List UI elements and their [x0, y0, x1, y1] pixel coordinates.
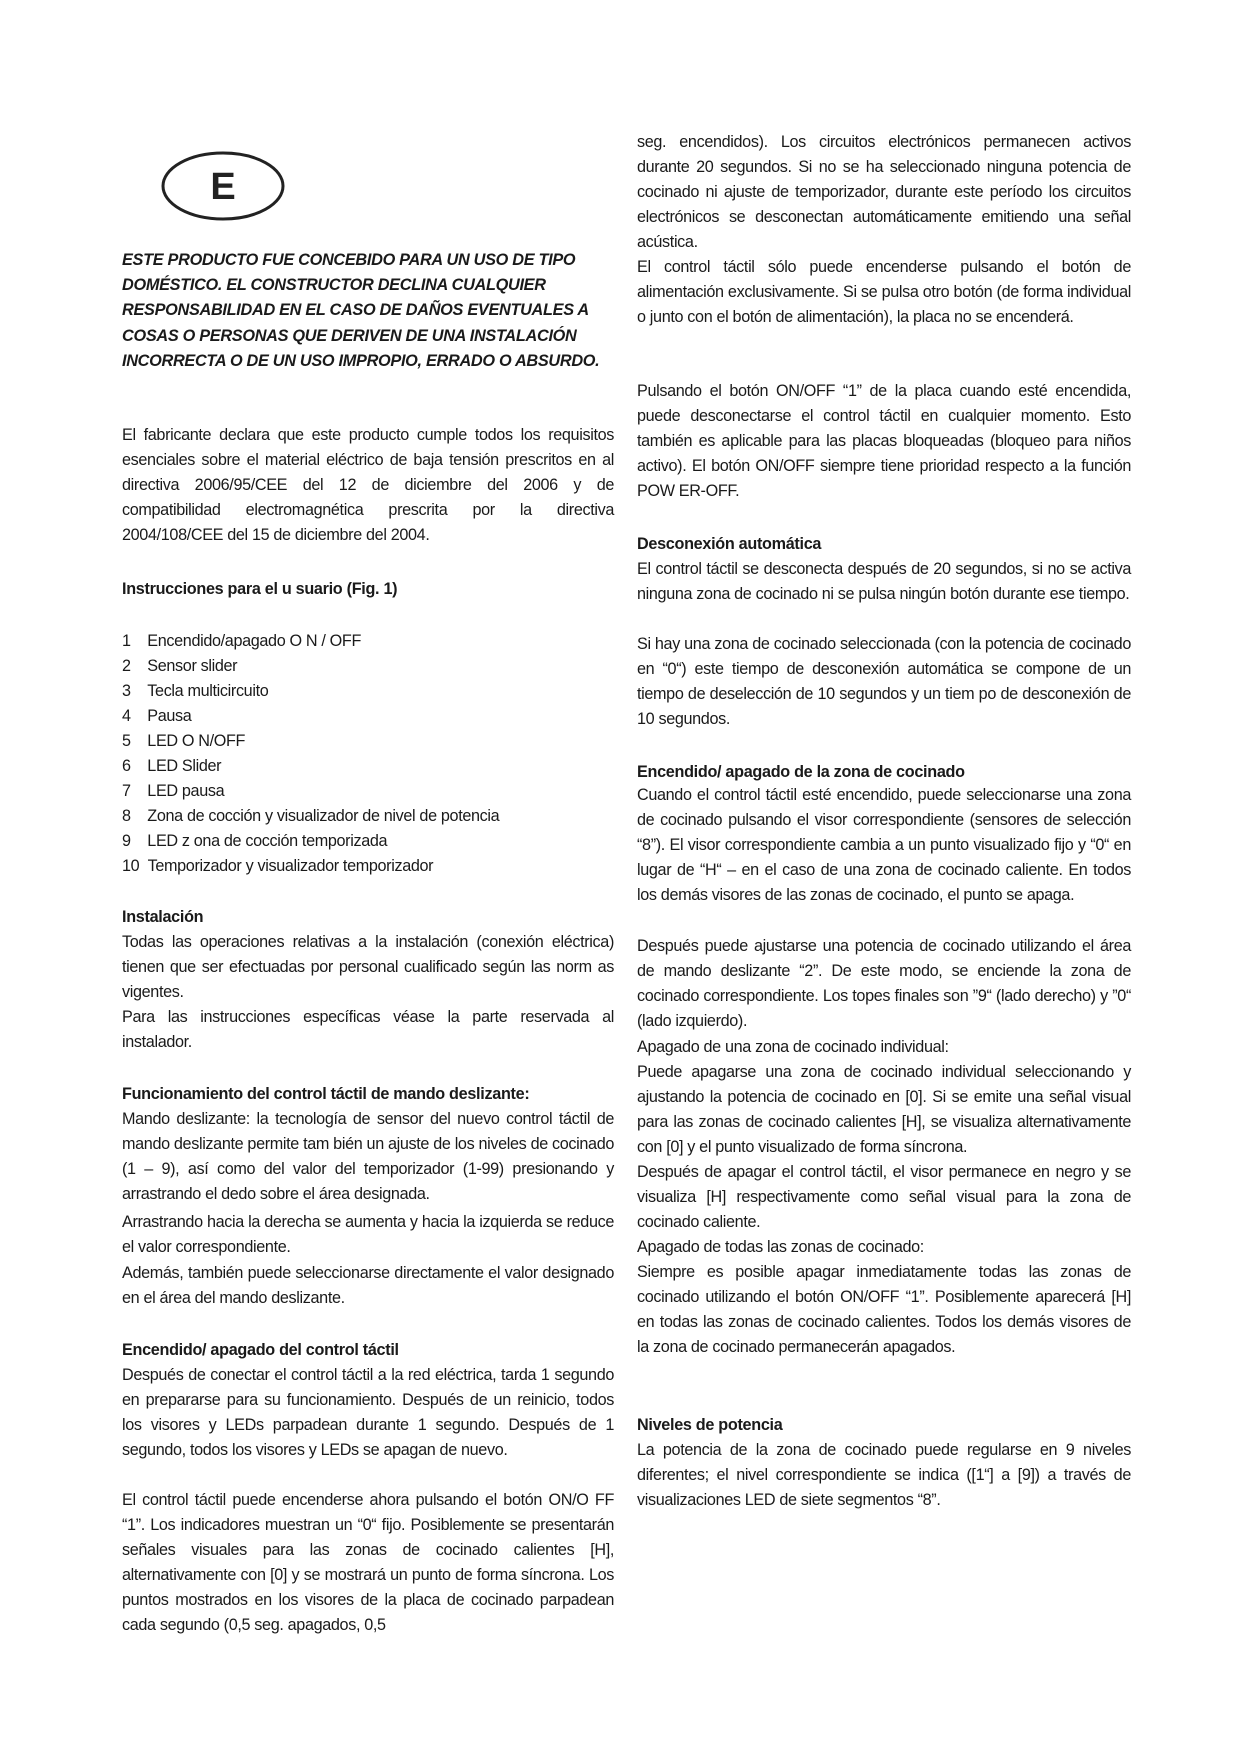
list-item: 7 LED pausa: [122, 782, 225, 800]
warning-notice: ESTE PRODUCTO FUE CONCEBIDO PARA UN USO DE TIPO DOMÉSTICO. EL CONSTRUCTOR DECLINA CUALQUIER RESPONSABILIDAD EN EL CASO DE DAÑOS EVENTUALES A COSAS O PERSONAS QUE DERIVEN DE UNA INSTALACIÓN INCORRECTA O DE UN USO IMPROPIO, ERRADO O ABSURDO.: [122, 251, 600, 370]
zone-paragraph-5: Después de apagar el control táctil, el visor permanece en negro y se visualiza [H] respectivamente como señal visual para la zona de cocinado caliente.: [637, 1163, 1131, 1231]
list-item: 8 Zona de cocción y visualizador de nivel de potencia: [122, 807, 500, 825]
list-item: 9 LED z ona de cocción temporizada: [122, 832, 388, 850]
list-item: 6 LED Slider: [122, 757, 222, 775]
logo-letter: E: [210, 166, 236, 208]
slider-paragraph-1: Mando deslizante: la tecnología de sensor del nuevo control táctil de mando deslizante permite tam bién un ajuste de los niveles de cocinado (1 – 9), así como del valor del temporizador (1-99) presionando y arrastrando el dedo sobre el área designada.: [122, 1110, 615, 1203]
zone-paragraph-3: Apagado de una zona de cocinado individual:: [637, 1038, 949, 1056]
auto-off-paragraph-2: Si hay una zona de cocinado seleccionada (con la potencia de cocinado en “0“) este tiempo de desconexión automática se compone de un tiempo de deselección de 10 segundos y un tiem po de desconexión de 10 segundos.: [637, 635, 1131, 728]
zone-heading: Encendido/ apagado de la zona de cocinado: [637, 763, 965, 781]
slider-heading: Funcionamiento del control táctil de mando deslizante:: [122, 1085, 530, 1103]
installation-paragraph: Todas las operaciones relativas a la instalación (conexión eléctrica) tienen que ser efectuadas por personal cualificado según las norm as vigentes.: [122, 933, 614, 1001]
declaration-paragraph: El fabricante declara que este producto cumple todos los requisitos esenciales sobre el material eléctrico de baja tensión prescritos en al directiva 2006/95/CEE del 12 de diciembre del 2006 y de compatibilidad electromagnética prescrita por la directiva 2004/108/CEE del 15 de diciembre del 2004.: [122, 426, 614, 544]
onoff-pressing-paragraph: Pulsando el botón ON/OFF “1” de la placa cuando esté encendida, puede desconectarse el control táctil en cualquier momento. Esto también es aplicable para las placas bloqueadas (bloqueo para niños activo). El botón ON/OFF siempre tiene prioridad respecto a la función POW ER-OFF.: [637, 382, 1131, 500]
onoff-heading: Encendido/ apagado del control táctil: [122, 1341, 399, 1359]
zone-paragraph-4: Puede apagarse una zona de cocinado individual seleccionando y ajustando la potencia de cocinado en [0]. Si se emite una señal visual para las zonas de cocinado calientes [H], se visualiza alternativamente con [0] y el punto visualizado de forma síncrona.: [637, 1063, 1131, 1156]
continuation-paragraph: seg. encendidos). Los circuitos electrónicos permanecen activos durante 20 segundos. Si no se ha seleccionado ninguna potencia de cocinado ni ajuste de temporizador, durante este período los circuitos electrónicos se desconectan automáticamente emitiendo una señal acústica.: [637, 133, 1131, 251]
power-levels-heading: Niveles de potencia: [637, 1416, 783, 1434]
list-item: 2 Sensor slider: [122, 657, 238, 675]
list-item: 10 Temporizador y visualizador temporizador: [122, 857, 434, 875]
list-item: 4 Pausa: [122, 707, 192, 725]
onoff-paragraph-1: Después de conectar el control táctil a la red eléctrica, tarda 1 segundo en prepararse para su funcionamiento. Después de un reinicio, todos los visores y LEDs parpadean durante 1 segundo. Después de 1 segundo, todos los visores y LEDs se apagan de nuevo.: [122, 1366, 614, 1459]
instructions-heading: Instrucciones para el u suario (Fig. 1): [122, 580, 398, 598]
installation-heading: Instalación: [122, 908, 204, 926]
zone-paragraph-6: Apagado de todas las zonas de cocinado:: [637, 1238, 924, 1256]
zone-paragraph-2: Después puede ajustarse una potencia de cocinado utilizando el área de mando deslizante “2”. De este modo, se enciende la zona de cocinado correspondiente. Los topes finales son ”9“ (lado derecho) y ”0“ (lado izquierdo).: [637, 937, 1131, 1030]
power-levels-paragraph: La potencia de la zona de cocinado puede regularse en 9 niveles diferentes; el nivel correspondiente se indica ([1“] a [9]) a través de visualizaciones LED de siete segmentos “8”.: [637, 1441, 1131, 1509]
slider-paragraph-3: Además, también puede seleccionarse directamente el valor designado en el área del mando deslizante.: [122, 1264, 614, 1307]
auto-off-heading: Desconexión automática: [637, 535, 822, 553]
list-item: 3 Tecla multicircuito: [122, 682, 269, 700]
onoff-paragraph-2: El control táctil puede encenderse ahora pulsando el botón ON/O FF “1”. Los indicadores muestran un “0“ fijo. Posiblemente se presentarán señales visuales para las zonas de cocinado calientes [H], alternativamente con [0] y se mostrará un punto de forma síncrona. Los puntos mostrados en los visores de la placa de cocinado parpadean cada segundo (0,5 seg. apagados, 0,5: [122, 1491, 614, 1634]
language-e-logo-icon: [160, 150, 286, 222]
power-button-paragraph: El control táctil sólo puede encenderse pulsando el botón de alimentación exclusivamente. Si se pulsa otro botón (de forma individual o junto con el botón de alimentación), la placa no se encenderá.: [637, 258, 1131, 326]
components-list: [122, 629, 499, 879]
list-item: 5 LED O N/OFF: [122, 732, 246, 750]
zone-paragraph-7: Siempre es posible apagar inmediatamente todas las zonas de cocinado utilizando el botón ON/OFF “1”. Posiblemente aparecerá [H] en todas las zonas de cocinado calientes. Todos los demás visores de la zona de cocinado permanecerán apagados.: [637, 1263, 1131, 1356]
auto-off-paragraph-1: El control táctil se desconecta después de 20 segundos, si no se activa ninguna zona de cocinado ni se pulsa ningún botón durante ese tiempo.: [637, 560, 1131, 603]
slider-paragraph-2: Arrastrando hacia la derecha se aumenta y hacia la izquierda se reduce el valor correspondiente.: [122, 1213, 614, 1256]
list-item: 1 Encendido/apagado O N / OFF: [122, 632, 362, 650]
zone-paragraph-1: Cuando el control táctil esté encendido, puede seleccionarse una zona de cocinado pulsando el visor correspondiente (sensores de selección “8”). El visor correspondiente cambia a un punto visualizado fijo y “0“ en lugar de “H“ – en el caso de una zona de cocinado caliente. En todos los demás visores de las zonas de cocinado, el punto se apaga.: [637, 786, 1131, 904]
installation-paragraph-2: Para las instrucciones específicas véase la parte reservada al instalador.: [122, 1008, 614, 1051]
